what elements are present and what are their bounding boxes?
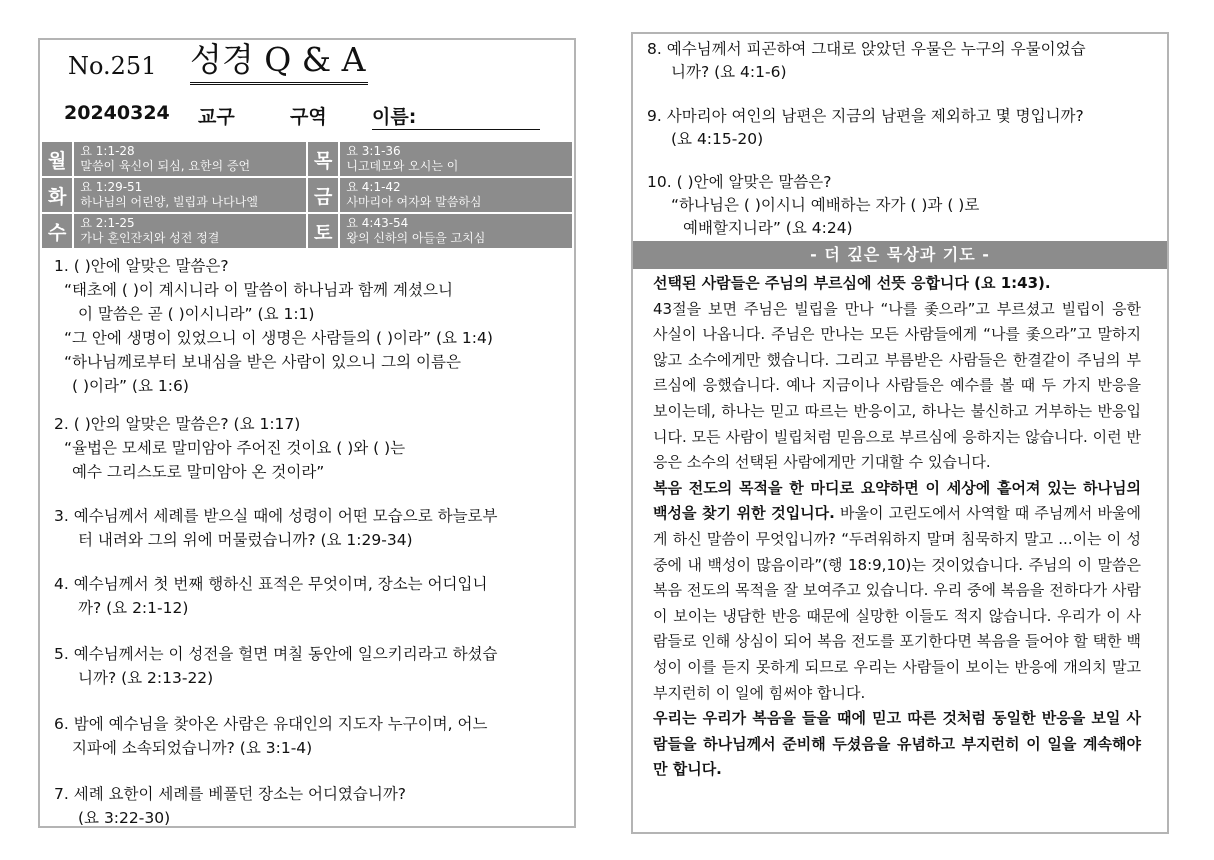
question-5: [54, 642, 572, 690]
meditation-heading: - 더 깊은 묵상과 기도 -: [633, 241, 1167, 269]
schedule-row: [42, 178, 572, 212]
question-text: 니까? (요 2:13-22): [78, 669, 214, 687]
meditation-paragraph: 43절을 보면 주님은 빌립을 만나 “나를 좇으라”고 부르셨고 빌립이 응한 사실이 나옵니다. 주님은 만나는 모든 사람들에게 “나를 좇으라”고 말하지 않고 소수에게만 했습니다. 그리고 부름받은 사람들은 한결같이 주님의 부르심에 응했습니다. 예나 지금이나 사람들은 예수를 볼 때 두 가지 반응을 보이는데, 하나는 믿고 따르는 반응이고, 하나는 불신하고 거부하는 반응입니다. 모든 사람이 빌립처럼 믿음으로 부르심에 응하지는 않습니다. 이런 반응은 소수의 선택된 사람에게만 기대할 수 있습니다.: [653, 299, 1141, 472]
schedule-reading: [340, 178, 572, 212]
reading-ref: 요 3:1-36: [346, 144, 401, 158]
reading-ref: 요 4:43-54: [346, 216, 409, 230]
question-text: 이 말씀은 곧 ( )이시니라” (요 1:1): [78, 305, 315, 323]
question-4: [54, 572, 572, 620]
question-text: 까? (요 2:1-12): [78, 599, 189, 617]
question-text: “하나님은 ( )이시니 예배하는 자가 ( )과 ( )로: [671, 196, 980, 214]
reading-ref: 요 4:1-42: [346, 180, 401, 194]
question-6: [54, 712, 572, 760]
question-text: (요 4:15-20): [671, 130, 764, 148]
meditation-conclusion: 우리는 우리가 복음을 들을 때에 믿고 따른 것처럼 동일한 반응을 보일 사람들을 하나님께서 준비해 두셨음을 유념하고 부지런히 이 일을 계속해야만 합니다.: [653, 709, 1141, 779]
zone-label: 구역: [290, 106, 327, 128]
reading-desc: 왕의 신하의 아들을 고치심: [346, 231, 486, 245]
issue-number: No.251: [68, 52, 157, 80]
schedule-row: [42, 142, 572, 176]
schedule-reading: [340, 142, 572, 176]
right-page: [631, 32, 1169, 834]
date-label: 20240324: [64, 102, 170, 124]
reading-ref: 요 1:1-28: [80, 144, 135, 158]
schedule-day: 월: [42, 142, 72, 176]
question-text: 니까? (요 4:1-6): [671, 63, 787, 81]
question-text: 7. 세례 요한이 세례를 베풀던 장소는 어디였습니까?: [54, 785, 407, 803]
question-text: 10. ( )안에 알맞은 말씀은?: [647, 173, 832, 191]
question-text: 지파에 소속되었습니까? (요 3:1-4): [72, 739, 313, 757]
question-text: 1. ( )안에 알맞은 말씀은?: [54, 257, 229, 275]
schedule-reading: [74, 178, 306, 212]
question-8: [647, 38, 1165, 84]
meditation-body: [653, 271, 1141, 783]
name-label: 이름:: [372, 102, 540, 130]
question-text: 5. 예수님께서는 이 성전을 헐면 며칠 동안에 일으키리라고 하셨습: [54, 645, 498, 663]
reading-desc: 가나 혼인잔치와 성전 정결: [80, 231, 220, 245]
question-9: [647, 105, 1165, 151]
question-text: 예배할지니라” (요 4:24): [683, 219, 853, 237]
schedule-day: 목: [308, 142, 338, 176]
question-7: [54, 782, 572, 830]
question-text: 9. 사마리아 여인의 남편은 지금의 남편을 제외하고 몇 명입니까?: [647, 107, 1084, 125]
question-3: [54, 504, 572, 552]
left-page: [38, 38, 576, 828]
question-text: 예수 그리스도로 말미암아 온 것이라”: [72, 463, 325, 481]
question-text: 4. 예수님께서 첫 번째 행하신 표적은 무엇이며, 장소는 어디입니: [54, 575, 488, 593]
meditation-paragraph-text: 바울이 고린도에서 사역할 때 주님께서 바울에게 하신 말씀이 무엇입니까? “두려워하지 말며 침묵하지 말고 ...이는 이 성중에 내 백성이 많음이라”(행 18:9,10)는 것이었습니다. 주님의 이 말씀은 복음 전도의 목적을 잘 보여주고 있습니다. 우리 중에 복음을 전하다가 사람이 보이는 냉담한 반응 때문에 실망한 이들도 적지 않습니다. 우리가 이 사람들로 인해 상심이 되어 복음 전도를 포기한다면 복음을 들어야 할 택한 백성이 이를 듣지 못하게 되므로 우리는 사람들이 보이는 반응에 개의치 말고 부지런히 이 일에 힘써야 합니다.: [653, 504, 1142, 702]
question-text: “태초에 ( )이 계시니라 이 말씀이 하나님과 함께 계셨으니: [64, 281, 453, 299]
district-label: 교구: [198, 106, 235, 128]
reading-desc: 니고데모와 오시는 이: [346, 159, 459, 173]
question-text: “율법은 모세로 말미암아 주어진 것이요 ( )와 ( )는: [64, 439, 406, 457]
question-text: “하나님께로부터 보내심을 받은 사람이 있으니 그의 이름은: [64, 353, 461, 371]
reading-desc: 말씀이 육신이 되심, 요한의 증언: [80, 159, 251, 173]
question-text: (요 3:22-30): [78, 809, 171, 827]
schedule-day: 토: [308, 214, 338, 248]
name-field: [372, 102, 540, 130]
meditation-lead: 선택된 사람들은 주님의 부르심에 선뜻 응합니다 (요 1:43).: [653, 274, 1051, 292]
schedule-reading: [74, 214, 306, 248]
page-title: 성경 Q & A: [190, 40, 368, 85]
question-text: 2. ( )안의 알맞은 말씀은? (요 1:17): [54, 415, 301, 433]
question-1: [54, 254, 572, 398]
schedule-row: [42, 214, 572, 248]
meditation-emphasis: 복음 전도의 목적을 한 마디로 요약하면 이 세상에 흩어져 있는 하나님의 백성을 찾기 위한 것입니다.: [653, 478, 1141, 523]
question-text: ( )이라” (요 1:6): [72, 377, 189, 395]
reading-desc: 사마리아 여자와 말씀하심: [346, 195, 482, 209]
schedule-reading: [340, 214, 572, 248]
schedule-reading: [74, 142, 306, 176]
schedule-day: 화: [42, 178, 72, 212]
schedule-day: 수: [42, 214, 72, 248]
question-2: [54, 412, 572, 484]
reading-schedule: [40, 140, 574, 250]
question-text: 8. 예수님께서 피곤하여 그대로 앉았던 우물은 누구의 우물이었습: [647, 40, 1086, 58]
reading-ref: 요 1:29-51: [80, 180, 143, 194]
question-text: 3. 예수님께서 세례를 받으실 때에 성령이 어떤 모습으로 하늘로부: [54, 507, 498, 525]
question-10: [647, 171, 1165, 240]
question-text: 터 내려와 그의 위에 머물렀습니까? (요 1:29-34): [78, 531, 413, 549]
question-text: “그 안에 생명이 있었으니 이 생명은 사람들의 ( )이라” (요 1:4): [64, 329, 493, 347]
reading-ref: 요 2:1-25: [80, 216, 135, 230]
schedule-day: 금: [308, 178, 338, 212]
meditation-paragraph: [653, 476, 1141, 706]
question-text: 6. 밤에 예수님을 찾아온 사람은 유대인의 지도자 누구이며, 어느: [54, 715, 488, 733]
reading-desc: 하나님의 어린양, 빌립과 나다나엘: [80, 195, 258, 209]
